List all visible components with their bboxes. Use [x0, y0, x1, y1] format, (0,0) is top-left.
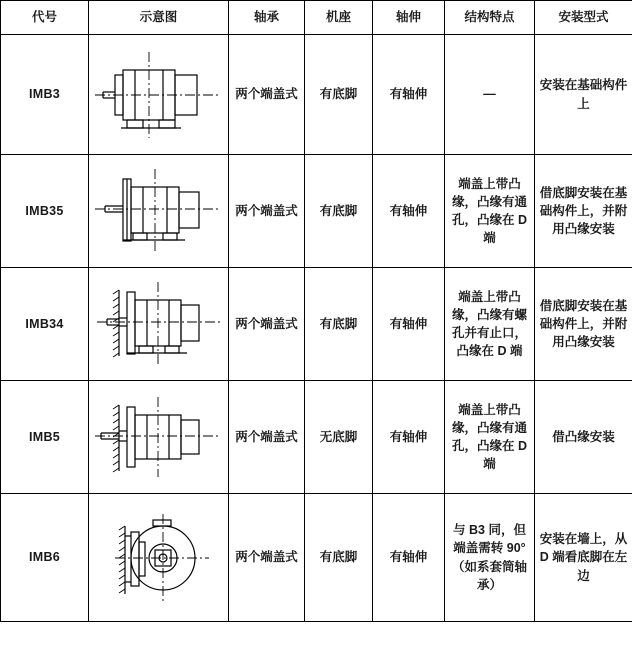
cell-frame: 有底脚 [305, 155, 373, 268]
cell-code: IMB35 [1, 155, 89, 268]
column-header-shaft: 轴伸 [373, 1, 445, 35]
cell-diagram [89, 381, 229, 494]
cell-shaft: 有轴伸 [373, 268, 445, 381]
cell-frame: 无底脚 [305, 381, 373, 494]
cell-bearing: 两个端盖式 [229, 268, 305, 381]
cell-mounting: 安装在墙上，从 D 端看底脚在左边 [535, 494, 632, 622]
column-header-frame: 机座 [305, 1, 373, 35]
cell-structure: 与 B3 同，但端盖需转 90°（如系套筒轴承） [445, 494, 535, 622]
cell-mounting: 借底脚安装在基础构件上，并附用凸缘安装 [535, 268, 632, 381]
cell-diagram [89, 35, 229, 155]
cell-structure: 端盖上带凸缘，凸缘有通孔，凸缘在 D 端 [445, 381, 535, 494]
cell-bearing: 两个端盖式 [229, 381, 305, 494]
table-row [1, 155, 632, 268]
cell-mounting: 借底脚安装在基础构件上，并附用凸缘安装 [535, 155, 632, 268]
cell-structure: 端盖上带凸缘，凸缘有螺孔并有止口，凸缘在 D 端 [445, 268, 535, 381]
cell-shaft: 有轴伸 [373, 155, 445, 268]
cell-diagram [89, 494, 229, 622]
table-row [1, 268, 632, 381]
cell-frame: 有底脚 [305, 35, 373, 155]
cell-structure: — [445, 35, 535, 155]
cell-shaft: 有轴伸 [373, 494, 445, 622]
motor-wall-mounted-end-view-diagram [92, 502, 225, 614]
cell-mounting: 借凸缘安装 [535, 381, 632, 494]
cell-code: IMB3 [1, 35, 89, 155]
column-header-structure: 结构特点 [445, 1, 535, 35]
column-header-code: 代号 [1, 1, 89, 35]
cell-code: IMB6 [1, 494, 89, 622]
column-header-bearing: 轴承 [229, 1, 305, 35]
cell-diagram [89, 155, 229, 268]
cell-bearing: 两个端盖式 [229, 155, 305, 268]
cell-diagram [89, 268, 229, 381]
motor-foot-mounted-diagram [92, 42, 225, 148]
cell-code: IMB5 [1, 381, 89, 494]
cell-bearing: 两个端盖式 [229, 35, 305, 155]
motor-flange-mounted-diagram [92, 387, 225, 487]
cell-frame: 有底脚 [305, 494, 373, 622]
table-row [1, 35, 632, 155]
cell-bearing: 两个端盖式 [229, 494, 305, 622]
column-header-mounting: 安装型式 [535, 1, 632, 35]
cell-shaft: 有轴伸 [373, 381, 445, 494]
cell-frame: 有底脚 [305, 268, 373, 381]
cell-mounting: 安装在基础构件上 [535, 35, 632, 155]
motor-foot-and-flange-threaded-hole-diagram [92, 274, 225, 374]
motor-foot-and-flange-through-hole-diagram [92, 161, 225, 261]
cell-code: IMB34 [1, 268, 89, 381]
table-row [1, 494, 632, 622]
table-header-row [1, 1, 632, 35]
cell-structure: 端盖上带凸缘，凸缘有通孔，凸缘在 D 端 [445, 155, 535, 268]
column-header-diagram: 示意图 [89, 1, 229, 35]
cell-shaft: 有轴伸 [373, 35, 445, 155]
table-row [1, 381, 632, 494]
